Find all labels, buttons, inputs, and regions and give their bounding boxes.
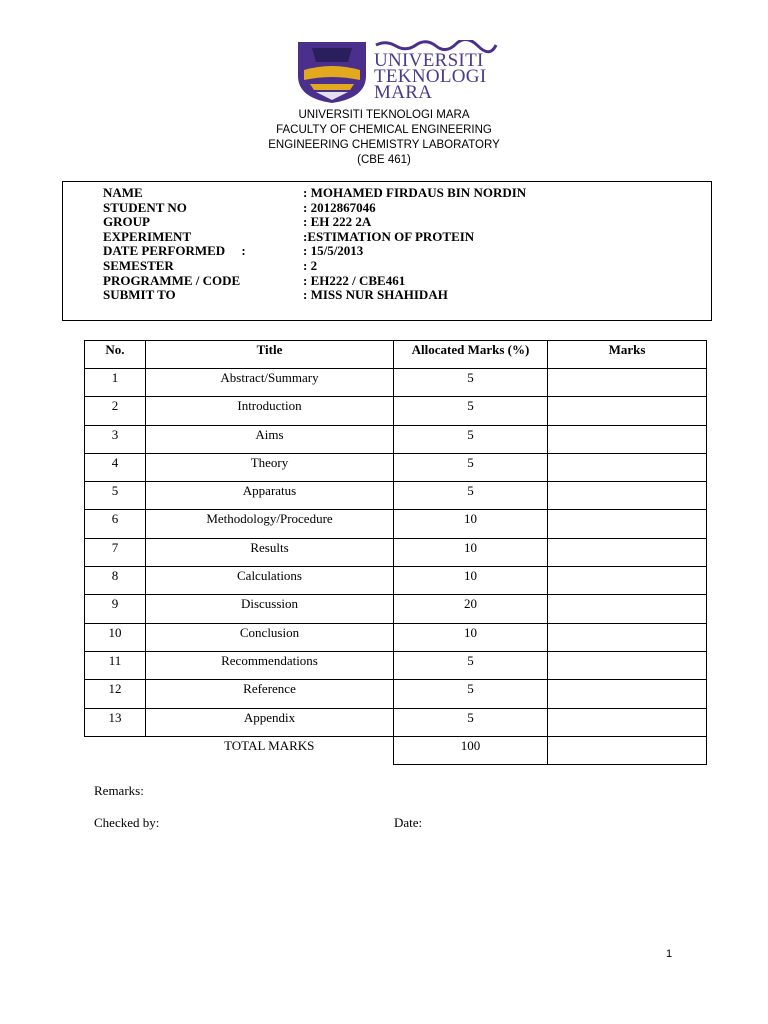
table-row <box>85 510 707 538</box>
cell-title: Calculations <box>146 567 394 595</box>
total-label: TOTAL MARKS <box>224 737 315 753</box>
cell-marks[interactable] <box>548 680 707 708</box>
cell-marks[interactable] <box>548 567 707 595</box>
logo-line-1: UNIVERSITI <box>374 50 484 71</box>
cell-marks[interactable] <box>548 538 707 566</box>
cell-no: 1 <box>85 369 146 397</box>
total-blank-cell <box>85 736 146 764</box>
logo-line-3: MARA <box>374 82 433 103</box>
cell-title: Results <box>146 538 394 566</box>
info-row-name <box>103 186 526 201</box>
cell-allocated: 5 <box>394 708 548 736</box>
cell-allocated: 20 <box>394 595 548 623</box>
course-code: (CBE 461) <box>357 154 411 166</box>
cell-no: 13 <box>85 708 146 736</box>
cell-title: Discussion <box>146 595 394 623</box>
info-label: EXPERIMENT <box>103 228 192 244</box>
cell-title: Recommendations <box>146 651 394 679</box>
cell-title: Theory <box>146 453 394 481</box>
cell-allocated: 5 <box>394 425 548 453</box>
cell-title: Conclusion <box>146 623 394 651</box>
cell-title: Introduction <box>146 397 394 425</box>
col-header-allocated: Allocated Marks (%) <box>394 341 548 369</box>
info-label: SEMESTER <box>103 258 174 273</box>
info-row-date-performed <box>103 244 363 259</box>
info-value: : 2 <box>303 258 318 273</box>
info-value: : 15/5/2013 <box>303 243 364 259</box>
table-row <box>85 369 707 397</box>
info-value: : EH 222 2A <box>303 214 372 230</box>
table-row <box>85 595 707 623</box>
cell-no: 11 <box>85 651 146 679</box>
info-row-programme <box>103 274 405 289</box>
total-marks-cell[interactable] <box>548 736 707 764</box>
table-row <box>85 567 707 595</box>
info-value: : EH222 / CBE461 <box>303 272 406 288</box>
cell-allocated: 5 <box>394 651 548 679</box>
info-value: : MOHAMED FIRDAUS BIN NORDIN <box>303 185 527 200</box>
cell-title: Aims <box>146 425 394 453</box>
cell-allocated: 10 <box>394 538 548 566</box>
cell-no: 12 <box>85 680 146 708</box>
table-row <box>85 623 707 651</box>
info-value: : MISS NUR SHAHIDAH <box>303 287 448 303</box>
faculty-name: FACULTY OF CHEMICAL ENGINEERING <box>276 124 492 136</box>
cell-marks[interactable] <box>548 595 707 623</box>
cell-allocated: 5 <box>394 680 548 708</box>
cell-no: 5 <box>85 482 146 510</box>
cell-no: 4 <box>85 453 146 481</box>
col-header-title: Title <box>146 341 394 369</box>
info-row-submit-to <box>103 288 448 303</box>
info-row-experiment <box>103 230 474 245</box>
student-info-box <box>62 181 712 321</box>
cell-title: Appendix <box>146 708 394 736</box>
col-header-no: No. <box>85 341 146 369</box>
info-label: SUBMIT TO <box>103 287 176 303</box>
cell-no: 10 <box>85 623 146 651</box>
table-row <box>85 708 707 736</box>
table-row <box>85 425 707 453</box>
cell-allocated: 10 <box>394 623 548 651</box>
cell-no: 9 <box>85 595 146 623</box>
university-name: UNIVERSITI TEKNOLOGI MARA <box>298 109 470 121</box>
cell-allocated: 5 <box>394 369 548 397</box>
table-row <box>85 651 707 679</box>
cell-marks[interactable] <box>548 708 707 736</box>
cell-no: 3 <box>85 425 146 453</box>
info-value: :ESTIMATION OF PROTEIN <box>303 228 475 244</box>
cell-no: 2 <box>85 397 146 425</box>
col-header-marks: Marks <box>548 341 707 369</box>
logo-line-2: TEKNOLOGI <box>374 66 487 87</box>
cell-marks[interactable] <box>548 453 707 481</box>
cell-marks[interactable] <box>548 425 707 453</box>
table-header-row <box>85 341 707 369</box>
info-label: NAME <box>103 185 143 200</box>
info-label: STUDENT NO <box>103 199 187 215</box>
cell-marks[interactable] <box>548 369 707 397</box>
info-label: GROUP <box>103 214 150 230</box>
cell-allocated: 5 <box>394 453 548 481</box>
info-row-group <box>103 215 371 230</box>
info-label: PROGRAMME / CODE <box>103 272 241 288</box>
cell-marks[interactable] <box>548 397 707 425</box>
remarks-label: Remarks: <box>94 783 144 798</box>
cell-allocated: 5 <box>394 482 548 510</box>
cell-marks[interactable] <box>548 482 707 510</box>
cell-title: Abstract/Summary <box>146 369 394 397</box>
cell-allocated: 10 <box>394 510 548 538</box>
date-label: Date: <box>394 815 423 830</box>
cell-no: 6 <box>85 510 146 538</box>
cell-title: Apparatus <box>146 482 394 510</box>
cell-no: 8 <box>85 567 146 595</box>
table-row <box>85 680 707 708</box>
logo-wordmark <box>374 50 487 103</box>
cell-no: 7 <box>85 538 146 566</box>
info-value: : 2012867046 <box>303 199 376 215</box>
marks-table-body <box>85 369 707 765</box>
table-row <box>85 397 707 425</box>
marks-table <box>84 340 707 765</box>
cell-marks[interactable] <box>548 510 707 538</box>
total-row <box>85 736 707 764</box>
checked-by-label: Checked by: <box>94 815 160 830</box>
table-row <box>85 453 707 481</box>
lab-name: ENGINEERING CHEMISTRY LABORATORY <box>268 139 500 151</box>
total-value: 100 <box>394 736 548 764</box>
info-row-student-no <box>103 201 376 216</box>
cell-allocated: 10 <box>394 567 548 595</box>
table-row <box>85 538 707 566</box>
document-header <box>0 108 768 168</box>
cell-title: Reference <box>146 680 394 708</box>
page-number: 1 <box>666 948 673 960</box>
cell-allocated: 5 <box>394 397 548 425</box>
cell-marks[interactable] <box>548 651 707 679</box>
cell-title: Methodology/Procedure <box>146 510 394 538</box>
info-label: DATE PERFORMED : <box>103 243 246 259</box>
info-row-semester <box>103 259 317 274</box>
table-row <box>85 482 707 510</box>
cell-marks[interactable] <box>548 623 707 651</box>
